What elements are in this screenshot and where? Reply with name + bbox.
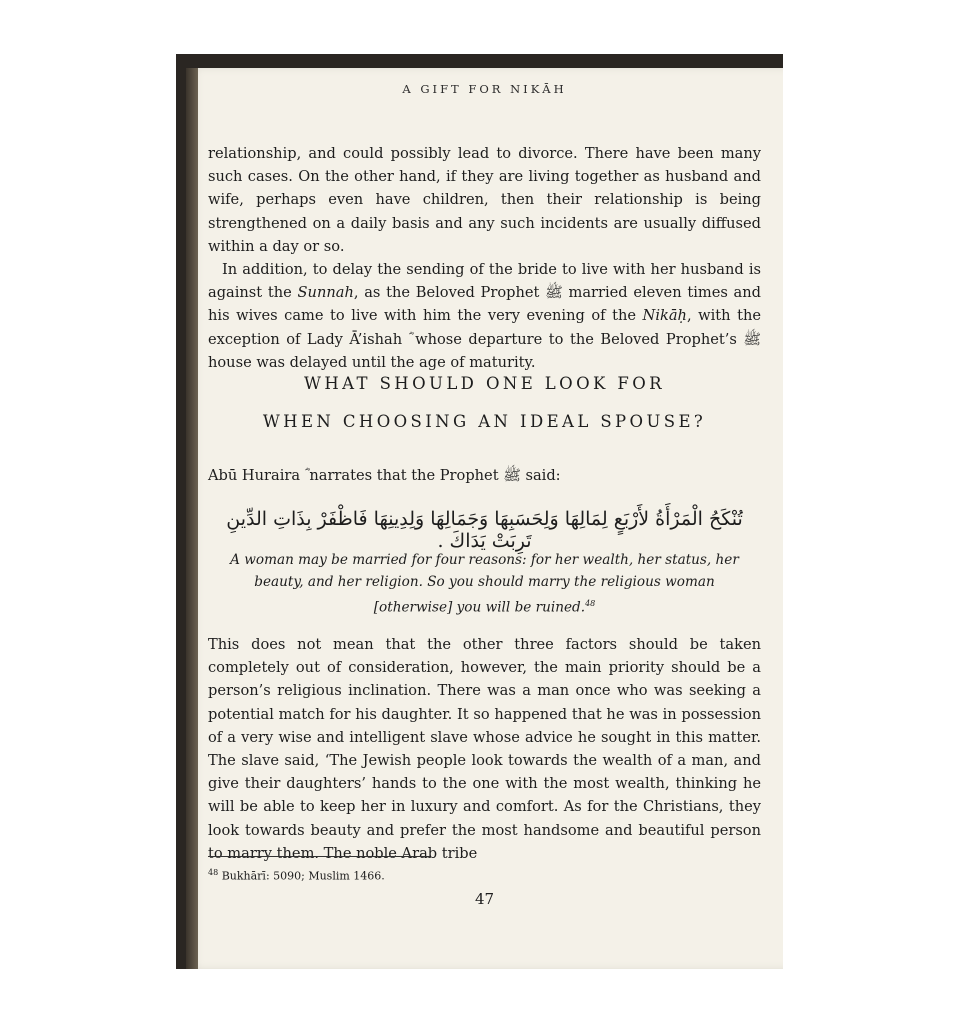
- paragraph-3: This does not mean that the other three factors should be taken completely out of consideration, however, the main priority should be a person’s religious inclination. There was a man once who was seeking a potential match for his daughter. It so happened that he was in possession of a very wise and intelligent slave whose advice he sought in this matter. The slave said, ‘The Jewish people look towards the wealth of a man, and give their daughters’ hands to the one with the most wealth, thinking he will be able to keep her in luxury and comfort. As for the Christians, they look towards beauty and prefer the most handsome and beautiful person to marry them. The noble Arab tribe: [208, 636, 761, 862]
- sunnah-term: Sunnah: [297, 284, 354, 302]
- footnote-number: 48: [208, 868, 219, 877]
- footnote-rule: [208, 856, 430, 857]
- page-number: 47: [474, 890, 495, 908]
- footnote-ref: 48: [585, 599, 596, 608]
- paragraph-2: In addition, to delay the sending of the bride to live with her husband is against the Sunnah, as the Beloved Prophet ﷺ married eleven times and his wives came to live with him the very evening of the Nikāḥ, with the exception of Lady Ā’ishah ؓ whose departure to the Beloved Prophet’s ﷺ house was delayed until the age of maturity.: [208, 261, 762, 371]
- paragraph-1: relationship, and could possibly lead to divorce. There have been many such cases. On the other hand, if they are living together as husband and wife, perhaps even have children, then their relationship is being strengthened on a daily basis and any such incidents are usually diffused within a day or so.: [208, 145, 761, 255]
- hadith-translation: A woman may be married for four reasons: for her wealth, her status, her beauty, and her religion. So you should marry the religious woman [otherwise] you will be ruined.$^{48}$: [230, 552, 739, 616]
- nikah-term: Nikāḥ: [642, 307, 687, 325]
- arabic-hadith: تُنْكَحُ الْمَرْأَةُ لأَرْبَعٍ لِمَالِهَا وَلِحَسَبِهَا وَجَمَالِهَا وَلِدِينِهَا فَاظْفَرْ بِذَاتِ الدِّينِ تَرِبَتْ يَدَاكَ .: [226, 508, 743, 552]
- running-head: A GIFT FOR NIKĀH: [402, 82, 567, 96]
- section-heading-line-1: WHAT SHOULD ONE LOOK FOR: [303, 374, 665, 393]
- section-heading: [186, 365, 783, 441]
- book-spine-shadow: [186, 68, 198, 969]
- section-heading-line-2: WHEN CHOOSING AN IDEAL SPOUSE?: [262, 412, 707, 431]
- book-photo: [176, 54, 783, 969]
- book-page: [186, 68, 783, 969]
- body-paragraphs-top: [208, 142, 761, 374]
- footnote: $^{48}$ Bukhārī: 5090; Muslim 1466.: [208, 868, 385, 883]
- narration-intro: Abū Huraira ؓ narrates that the Prophet ﷺ said:: [208, 467, 561, 484]
